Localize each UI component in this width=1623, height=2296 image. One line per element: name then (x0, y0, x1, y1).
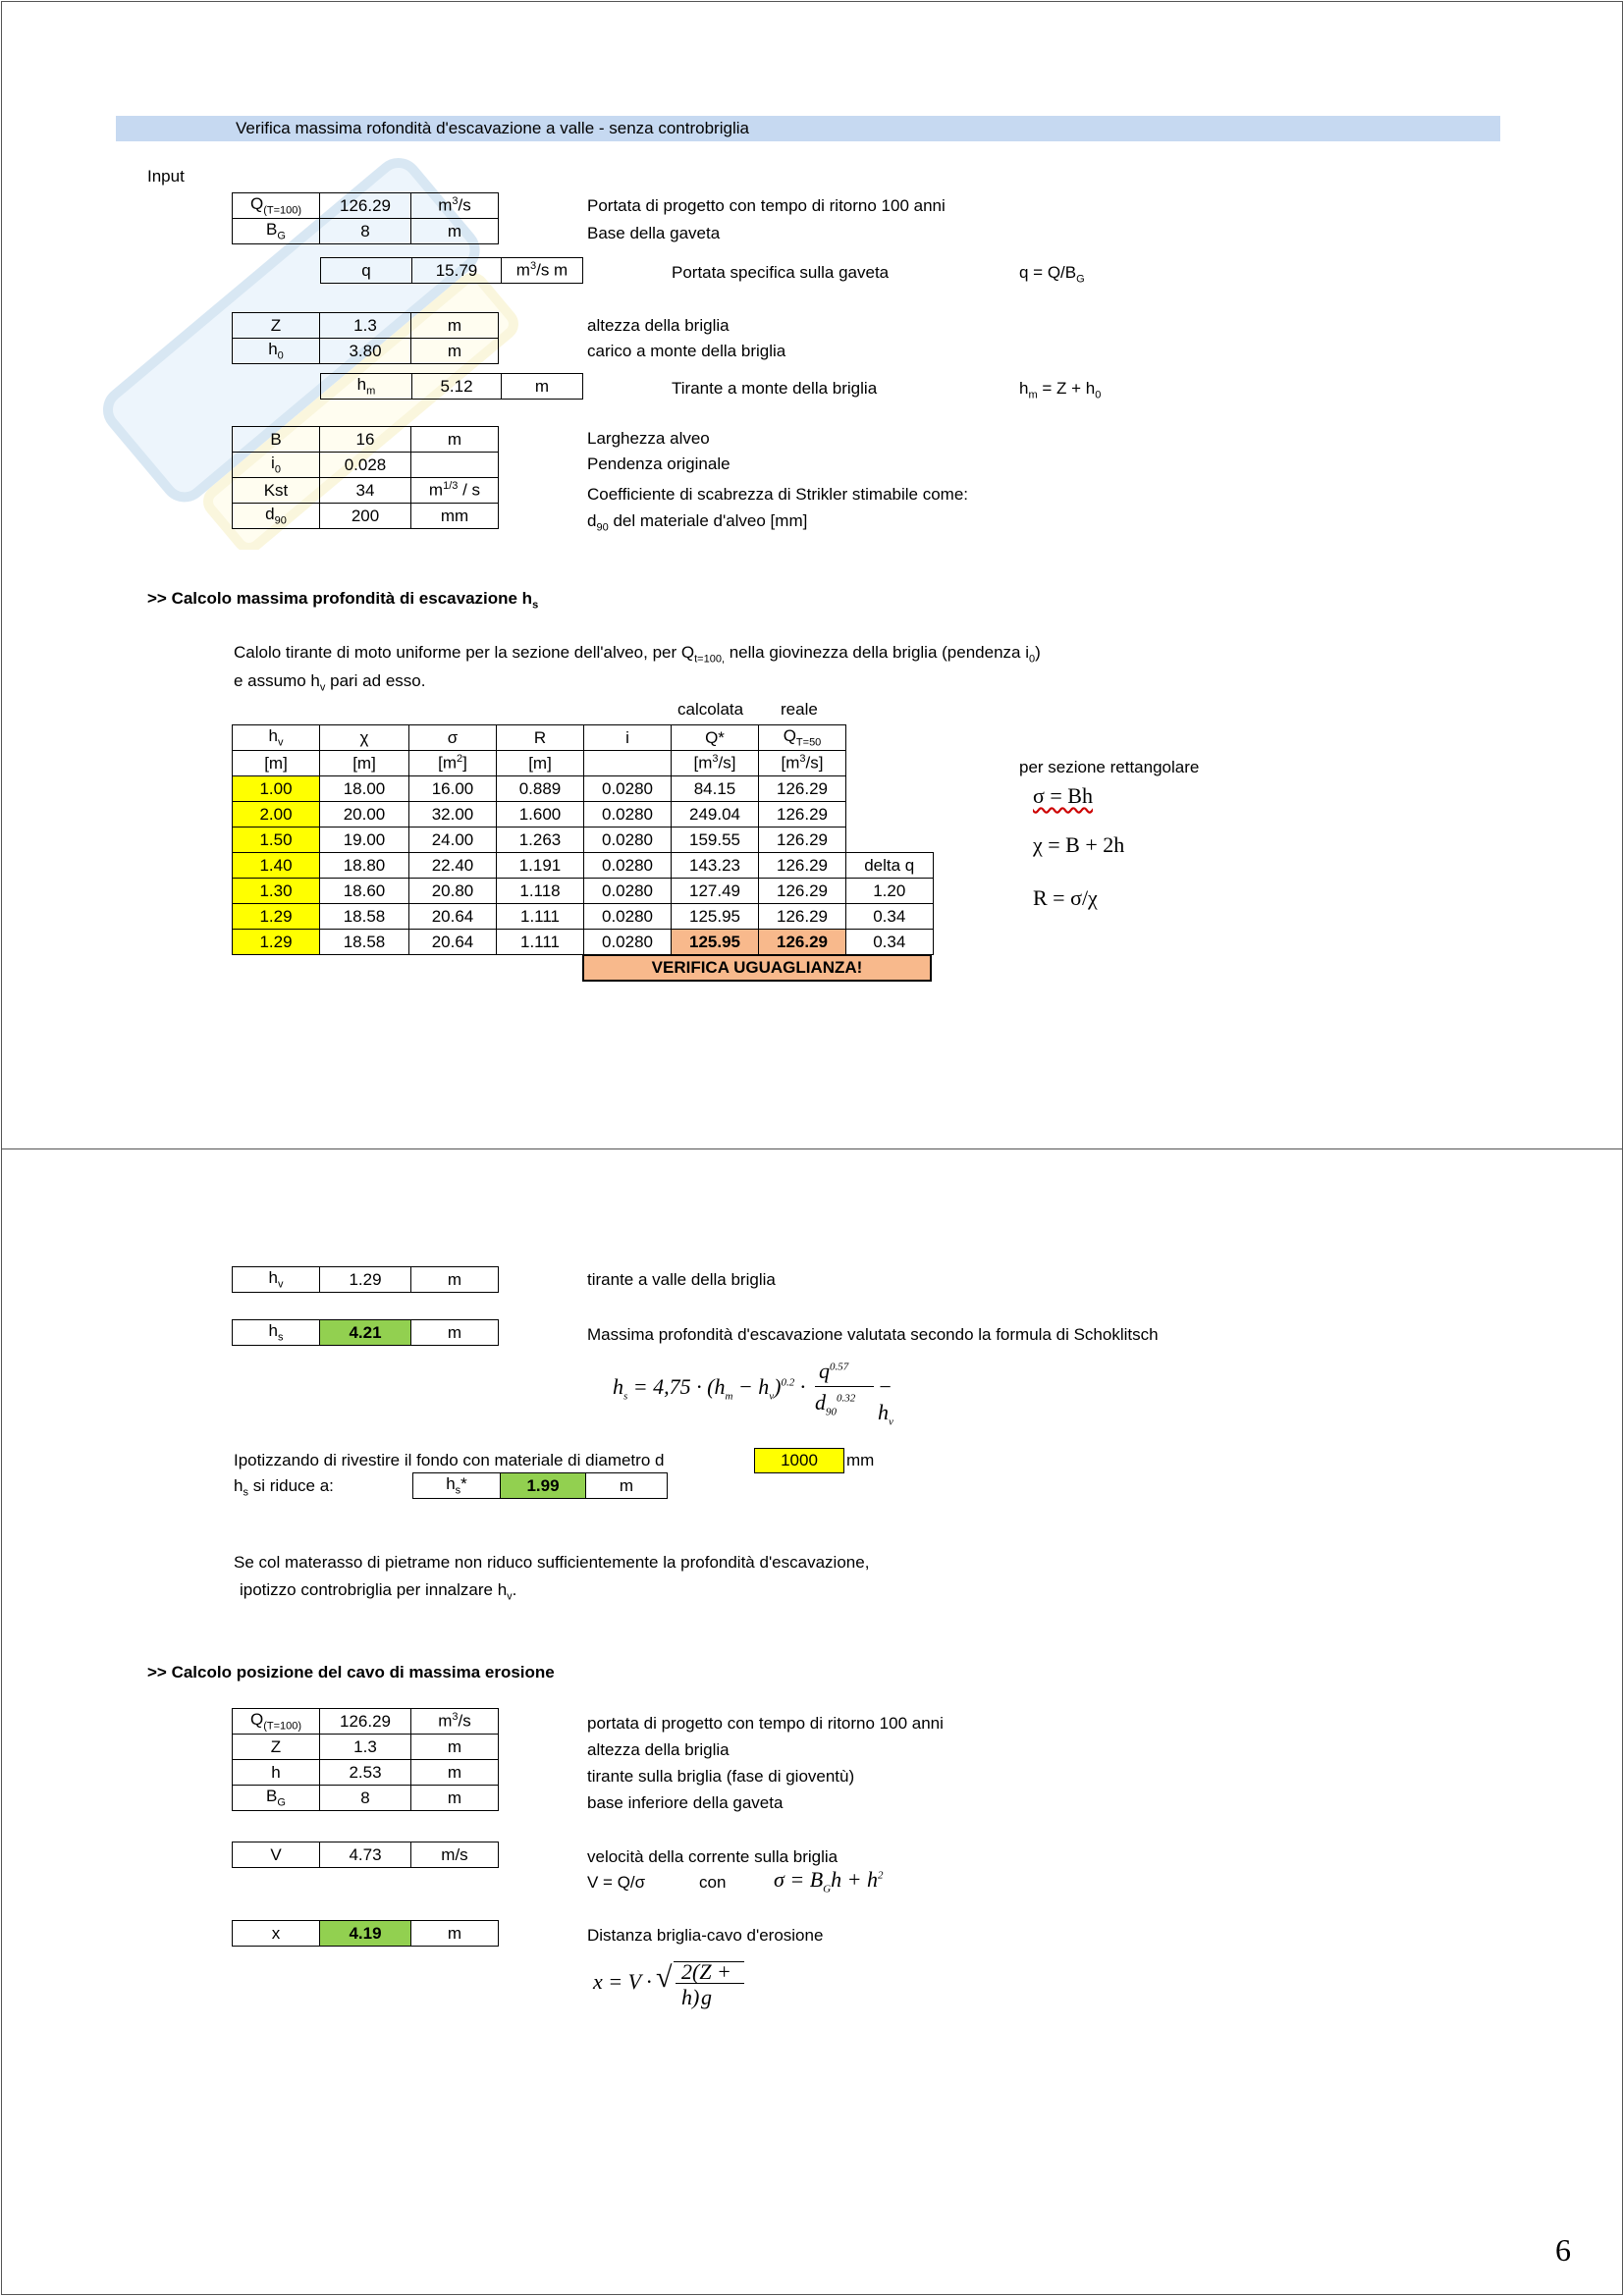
desc-text: tirante a valle della briglia (587, 1270, 776, 1289)
desc-text: Portata specifica sulla gaveta (672, 263, 890, 282)
table-row (233, 1267, 499, 1293)
hv-cell: 1.50 (233, 828, 320, 853)
sym-cell: $h_s*$ (413, 1473, 501, 1499)
value-cell: 18.58 (320, 904, 409, 930)
table-row (233, 802, 934, 828)
unit-cell: m (411, 1786, 499, 1811)
value-cell: 5.12 (412, 374, 502, 400)
delta-cell: 1.20 (846, 879, 934, 904)
value-cell: 125.95 (672, 904, 759, 930)
value-cell: 84.15 (672, 776, 759, 802)
erosion-input-table (232, 1708, 499, 1811)
unit-cell: m (411, 1760, 499, 1786)
table-row (233, 828, 934, 853)
desc-text: Base della gaveta (587, 224, 721, 242)
value-cell: 4.19 (320, 1921, 411, 1947)
value-cell: 126.29 (759, 828, 846, 853)
value-cell: 15.79 (412, 258, 502, 284)
value-cell: 18.60 (320, 879, 409, 904)
delta-cell (846, 802, 934, 828)
value-cell: 4.73 (320, 1842, 411, 1868)
delta-cell: delta q (846, 853, 934, 879)
unit-cell: [m] (233, 751, 320, 776)
desc-text: altezza della briglia (587, 316, 730, 335)
input-label: Input (147, 167, 185, 186)
value-cell: 0.889 (497, 776, 584, 802)
desc-text: carico a monte della briglia (587, 342, 786, 360)
value-cell: 126.29 (759, 879, 846, 904)
paragraph: Calolo tirante di moto uniforme per la sezione dell'alveo, per $Q_{t=100,}$ nella giovinezza della briglia (pendenza $i_0$) (234, 643, 1041, 666)
unit-cell: m (411, 219, 499, 244)
delta-cell: 0.34 (846, 930, 934, 955)
delta-cell (846, 776, 934, 802)
side-title: per sezione rettangolare (1019, 758, 1200, 776)
sym-cell: Z (233, 1735, 320, 1760)
unit-cell: [m] (320, 751, 409, 776)
value-cell: 1.99 (501, 1473, 586, 1499)
table-row (233, 313, 499, 339)
sym-cell: $h_v$ (233, 1267, 320, 1293)
schoklitsch-formula: $h_s = 4,75 \cdot (h_m - h_v)^{0.2}$ · $q^{0.57}$ $d_{90}^{0.32}$ − $h_v$ (613, 1359, 893, 1428)
table-row (233, 1709, 499, 1735)
value-cell: 4.21 (320, 1320, 411, 1346)
value-cell: 1.3 (320, 313, 411, 339)
unit-cell: m (411, 313, 499, 339)
value-cell: 2.53 (320, 1760, 411, 1786)
table-row (233, 193, 499, 219)
value-cell: 1.111 (497, 930, 584, 955)
value-cell: 0.0280 (584, 904, 672, 930)
unit-cell: m (411, 339, 499, 364)
header-band (116, 116, 1500, 141)
sym-cell: $Q_{(T=100)}$ (233, 1709, 320, 1735)
table-header-row (233, 725, 934, 751)
formula-text: $q = Q/B_G$ (1019, 263, 1085, 286)
value-cell: 32.00 (409, 802, 497, 828)
verify-box (582, 954, 932, 982)
unit-cell: m (411, 1320, 499, 1346)
desc-text: $d_{90}$ del materiale d'alveo [mm] (587, 511, 808, 534)
section-title: >> Calcolo posizione del cavo di massima erosione (147, 1663, 555, 1682)
sym-cell: x (233, 1921, 320, 1947)
input-table-2 (232, 312, 499, 364)
unit-cell: m (586, 1473, 668, 1499)
value-cell: 0.0280 (584, 930, 672, 955)
unit-cell: mm (411, 504, 499, 529)
side-formula-sigma: σ = Bh (1033, 783, 1093, 808)
desc-text: V = Q/σ (587, 1873, 646, 1892)
unit-cell (584, 751, 672, 776)
sym-cell: Z (233, 313, 320, 339)
value-cell: 24.00 (409, 828, 497, 853)
unit-cell: $[m^2]$ (409, 751, 497, 776)
desc-text: Pendenza originale (587, 454, 730, 473)
unit-cell: $m^3/s$ m (502, 258, 583, 284)
table-row (233, 1842, 499, 1868)
desc-text: tirante sulla briglia (fase di gioventù) (587, 1767, 855, 1786)
unit-cell: m (411, 1267, 499, 1293)
sym-cell: $h_s$ (233, 1320, 320, 1346)
desc-text: portata di progetto con tempo di ritorno 100 anni (587, 1714, 944, 1733)
table-row (233, 453, 499, 478)
hv-cell: 1.30 (233, 879, 320, 904)
unit-cell: $[m^3/s]$ (759, 751, 846, 776)
rivest-text: Ipotizzando di rivestire il fondo con materiale di diametro d (234, 1451, 665, 1469)
unit-cell: m/s (411, 1842, 499, 1868)
input-table-1 (232, 192, 499, 244)
side-formula-chi: χ = B + 2h (1033, 832, 1125, 857)
unit-cell: [m] (497, 751, 584, 776)
desc-text: velocità della corrente sulla briglia (587, 1847, 839, 1866)
table-row (321, 374, 583, 400)
value-cell: 8 (320, 1786, 411, 1811)
value-cell: 20.80 (409, 879, 497, 904)
table-row (233, 1921, 499, 1947)
sym-cell: $i_0$ (233, 453, 320, 478)
value-cell: 8 (320, 219, 411, 244)
value-cell: 1.29 (320, 1267, 411, 1293)
hs-table (232, 1319, 499, 1346)
col-header: Q* (672, 725, 759, 751)
value-cell: 18.80 (320, 853, 409, 879)
value-cell: 18.58 (320, 930, 409, 955)
col-header: $Q_{T=50}$ (759, 725, 846, 751)
value-cell: 126.29 (759, 853, 846, 879)
value-cell: 0.0280 (584, 776, 672, 802)
riduce-text: $h_s$ si riduce a: (234, 1476, 334, 1499)
unit-cell: m (502, 374, 583, 400)
sym-cell: $B_G$ (233, 219, 320, 244)
unit-cell: $m^{1/3}$ / s (411, 478, 499, 504)
x-formula: x = V · √ 2(Z + h) g (593, 1953, 750, 2008)
hv-cell: 1.40 (233, 853, 320, 879)
value-cell: 16 (320, 427, 411, 453)
hv-cell: 1.00 (233, 776, 320, 802)
desc-text: altezza della briglia (587, 1740, 730, 1759)
col-header: i (584, 725, 672, 751)
value-cell: 0.0280 (584, 879, 672, 904)
table-row (233, 1760, 499, 1786)
sym-cell: $h_0$ (233, 339, 320, 364)
blank-cell (846, 725, 934, 751)
table-row (233, 1320, 499, 1346)
col-header: σ (409, 725, 497, 751)
table-row (233, 427, 499, 453)
hs-star-table (412, 1472, 668, 1499)
value-cell: 34 (320, 478, 411, 504)
unit-cell: $m^3/s$ (411, 1709, 499, 1735)
value-cell: 18.00 (320, 776, 409, 802)
table-row (233, 339, 499, 364)
value-cell: 0.028 (320, 453, 411, 478)
value-cell: 143.23 (672, 853, 759, 879)
value-cell: 125.95 (672, 930, 759, 955)
q-table (320, 257, 583, 284)
col-calc-label: calcolata (677, 700, 744, 719)
desc-text: Tirante a monte della briglia (672, 379, 878, 398)
verify-label: VERIFICA UGUAGLIANZA! (651, 958, 863, 977)
desc-text: Portata di progetto con tempo di ritorno 100 anni (587, 196, 946, 215)
page-title: Verifica massima rofondità d'escavazione a valle - senza controbriglia (236, 119, 749, 137)
desc-text: Distanza briglia-cavo d'erosione (587, 1926, 824, 1945)
sym-cell: Kst (233, 478, 320, 504)
sym-cell: h (233, 1760, 320, 1786)
hv-cell: 2.00 (233, 802, 320, 828)
value-cell: 3.80 (320, 339, 411, 364)
value-cell: 126.29 (320, 1709, 411, 1735)
hv-table (232, 1266, 499, 1293)
table-row (233, 1786, 499, 1811)
desc-text: base inferiore della gaveta (587, 1793, 784, 1812)
sigma-formula: $\sigma = B_Gh + h^2$ (774, 1867, 884, 1896)
value-cell: 22.40 (409, 853, 497, 879)
delta-cell: 0.34 (846, 904, 934, 930)
table-row (233, 904, 934, 930)
value-cell: 159.55 (672, 828, 759, 853)
value-cell: 19.00 (320, 828, 409, 853)
value-cell: 126.29 (320, 193, 411, 219)
x-table (232, 1920, 499, 1947)
value-cell: 1.263 (497, 828, 584, 853)
value-cell: 0.0280 (584, 853, 672, 879)
value-cell: 20.64 (409, 930, 497, 955)
sym-cell: V (233, 1842, 320, 1868)
sym-cell: $h_m$ (321, 374, 412, 400)
value-cell: 20.00 (320, 802, 409, 828)
value-cell: 249.04 (672, 802, 759, 828)
unit-cell: $[m^3/s]$ (672, 751, 759, 776)
col-real-label: reale (781, 700, 818, 719)
table-row (413, 1473, 668, 1499)
value-cell: 126.29 (759, 776, 846, 802)
iteration-table (232, 724, 934, 955)
value-cell: 1.111 (497, 904, 584, 930)
desc-text: Larghezza alveo (587, 429, 710, 448)
value-cell: 0.0280 (584, 802, 672, 828)
sym-cell: $d_{90}$ (233, 504, 320, 529)
unit-cell: $m^3/s$ (411, 193, 499, 219)
value-cell: 200 (320, 504, 411, 529)
desc-text: Coefficiente di scabrezza di Strikler stimabile come: (587, 485, 969, 504)
desc-text: Massima profondità d'escavazione valutata secondo la formula di Schoklitsch (587, 1325, 1159, 1344)
sym-cell: $B_G$ (233, 1786, 320, 1811)
rivest-unit: mm (846, 1451, 875, 1469)
value-cell: 1.118 (497, 879, 584, 904)
unit-cell: m (411, 1921, 499, 1947)
unit-cell: m (411, 427, 499, 453)
con-text: con (699, 1873, 727, 1892)
table-row (233, 504, 499, 529)
value-cell: 20.64 (409, 904, 497, 930)
note-text: ipotizzo controbriglia per innalzare $h_v$. (240, 1580, 517, 1603)
value-cell: 1.3 (320, 1735, 411, 1760)
rivest-value: 1000 (754, 1448, 844, 1473)
sym-cell: B (233, 427, 320, 453)
table-row (233, 776, 934, 802)
paragraph: e assumo $h_v$ pari ad esso. (234, 671, 426, 694)
value-cell: 126.29 (759, 904, 846, 930)
table-row (233, 1735, 499, 1760)
value-cell: 127.49 (672, 879, 759, 904)
table-units-row (233, 751, 934, 776)
formula-text: $h_m = Z + h_0$ (1019, 379, 1102, 401)
velocity-table (232, 1842, 499, 1868)
hv-cell: 1.29 (233, 904, 320, 930)
table-row (321, 258, 583, 284)
table-row (233, 219, 499, 244)
section-title: >> Calcolo massima profondità di escavazione $h_s$ (147, 589, 539, 612)
unit-cell: m (411, 1735, 499, 1760)
unit-cell (411, 453, 499, 478)
col-header: χ (320, 725, 409, 751)
value-cell: 1.600 (497, 802, 584, 828)
blank-cell (846, 751, 934, 776)
note-text: Se col materasso di pietrame non riduco sufficientemente la profondità d'escavazione, (234, 1553, 870, 1572)
value-cell: 126.29 (759, 802, 846, 828)
table-row (233, 930, 934, 955)
side-formula-r: R = σ/χ (1033, 885, 1098, 910)
value-cell: 1.191 (497, 853, 584, 879)
col-header: R (497, 725, 584, 751)
delta-cell (846, 828, 934, 853)
table-row (233, 879, 934, 904)
page-number: 6 (1555, 2232, 1571, 2268)
hm-table (320, 373, 583, 400)
input-table-3 (232, 426, 499, 529)
sym-cell: q (321, 258, 412, 284)
table-row (233, 478, 499, 504)
hv-cell: 1.29 (233, 930, 320, 955)
col-header: $h_v$ (233, 725, 320, 751)
sym-cell: $Q_{(T=100)}$ (233, 193, 320, 219)
value-cell: 126.29 (759, 930, 846, 955)
table-row (233, 853, 934, 879)
value-cell: 0.0280 (584, 828, 672, 853)
value-cell: 16.00 (409, 776, 497, 802)
